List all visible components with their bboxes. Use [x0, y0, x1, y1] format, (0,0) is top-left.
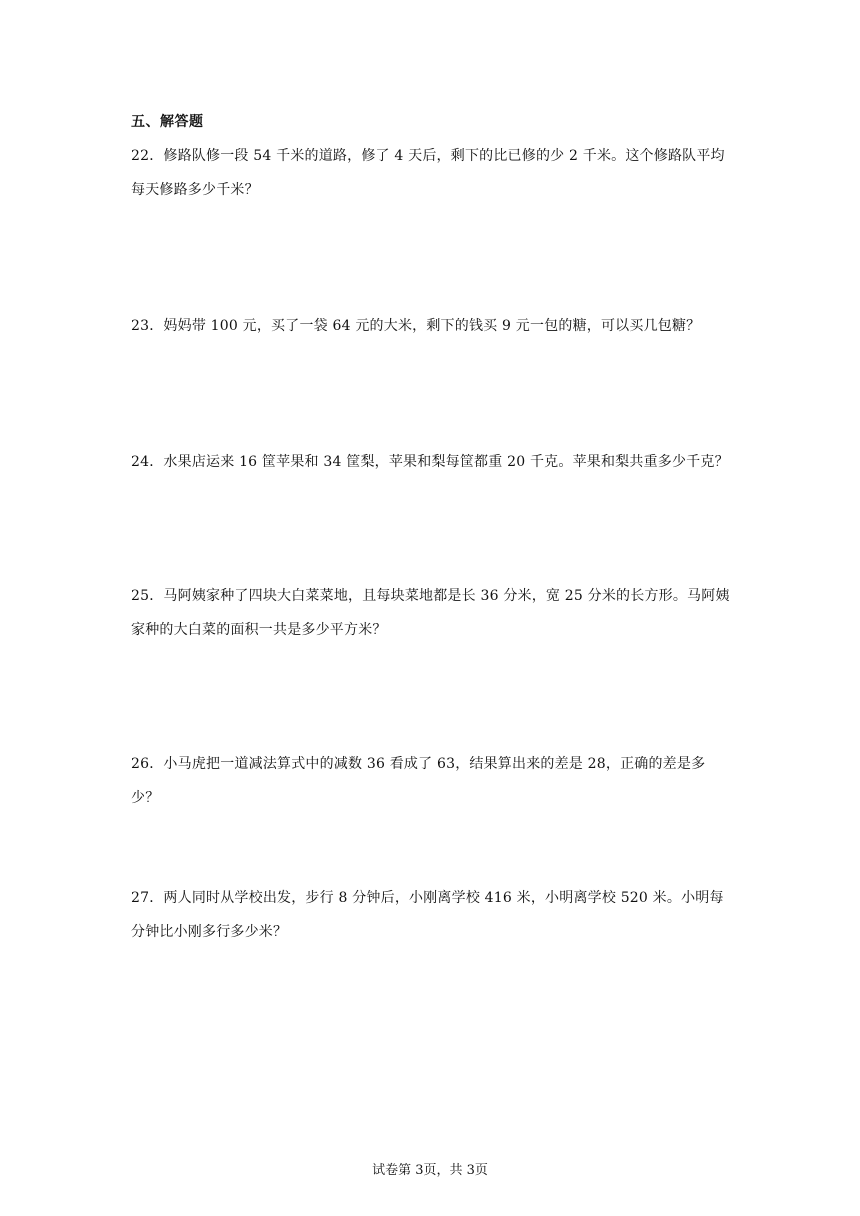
question-text: 妈妈带 100 元，买了一袋 64 元的大米，剩下的钱买 9 元一包的糖，可以买几包糖？: [163, 318, 701, 334]
question-text: 马阿姨家种了四块大白菜菜地，且每块菜地都是长 36 分米，宽 25 分米的长方形。马阿姨家种的大白菜的面积一共是多少平方米？: [131, 588, 730, 638]
question-text: 修路队修一段 54 千米的道路，修了 4 天后，剩下的比已修的少 2 千米。这个修路队平均每天修路多少千米？: [131, 148, 725, 198]
question-text: 水果店运来 16 筐苹果和 34 筐梨，苹果和梨每筐都重 20 千克。苹果和梨共重多少千克？: [163, 454, 729, 470]
question-text: 两人同时从学校出发，步行 8 分钟后，小刚离学校 416 米，小明离学校 520 米。小明每分钟比小刚多行多少米？: [131, 890, 724, 940]
question-number: 25．: [131, 588, 164, 604]
question-23: [131, 309, 731, 343]
question-22: [131, 139, 731, 207]
question-24: [131, 445, 731, 479]
question-number: 26．: [131, 756, 164, 772]
question-text: 小马虎把一道减法算式中的减数 36 看成了 63，结果算出来的差是 28，正确的差是多少？: [131, 756, 706, 806]
question-25: [131, 579, 731, 647]
question-26: [131, 747, 731, 815]
section-title: 五、解答题: [131, 114, 204, 130]
page-footer: 试卷第 3页，共 3页: [372, 1163, 488, 1178]
question-number: 24．: [131, 454, 164, 470]
question-27: [131, 881, 731, 949]
question-number: 23．: [131, 318, 164, 334]
question-number: 22．: [131, 148, 164, 164]
question-number: 27．: [131, 890, 164, 906]
